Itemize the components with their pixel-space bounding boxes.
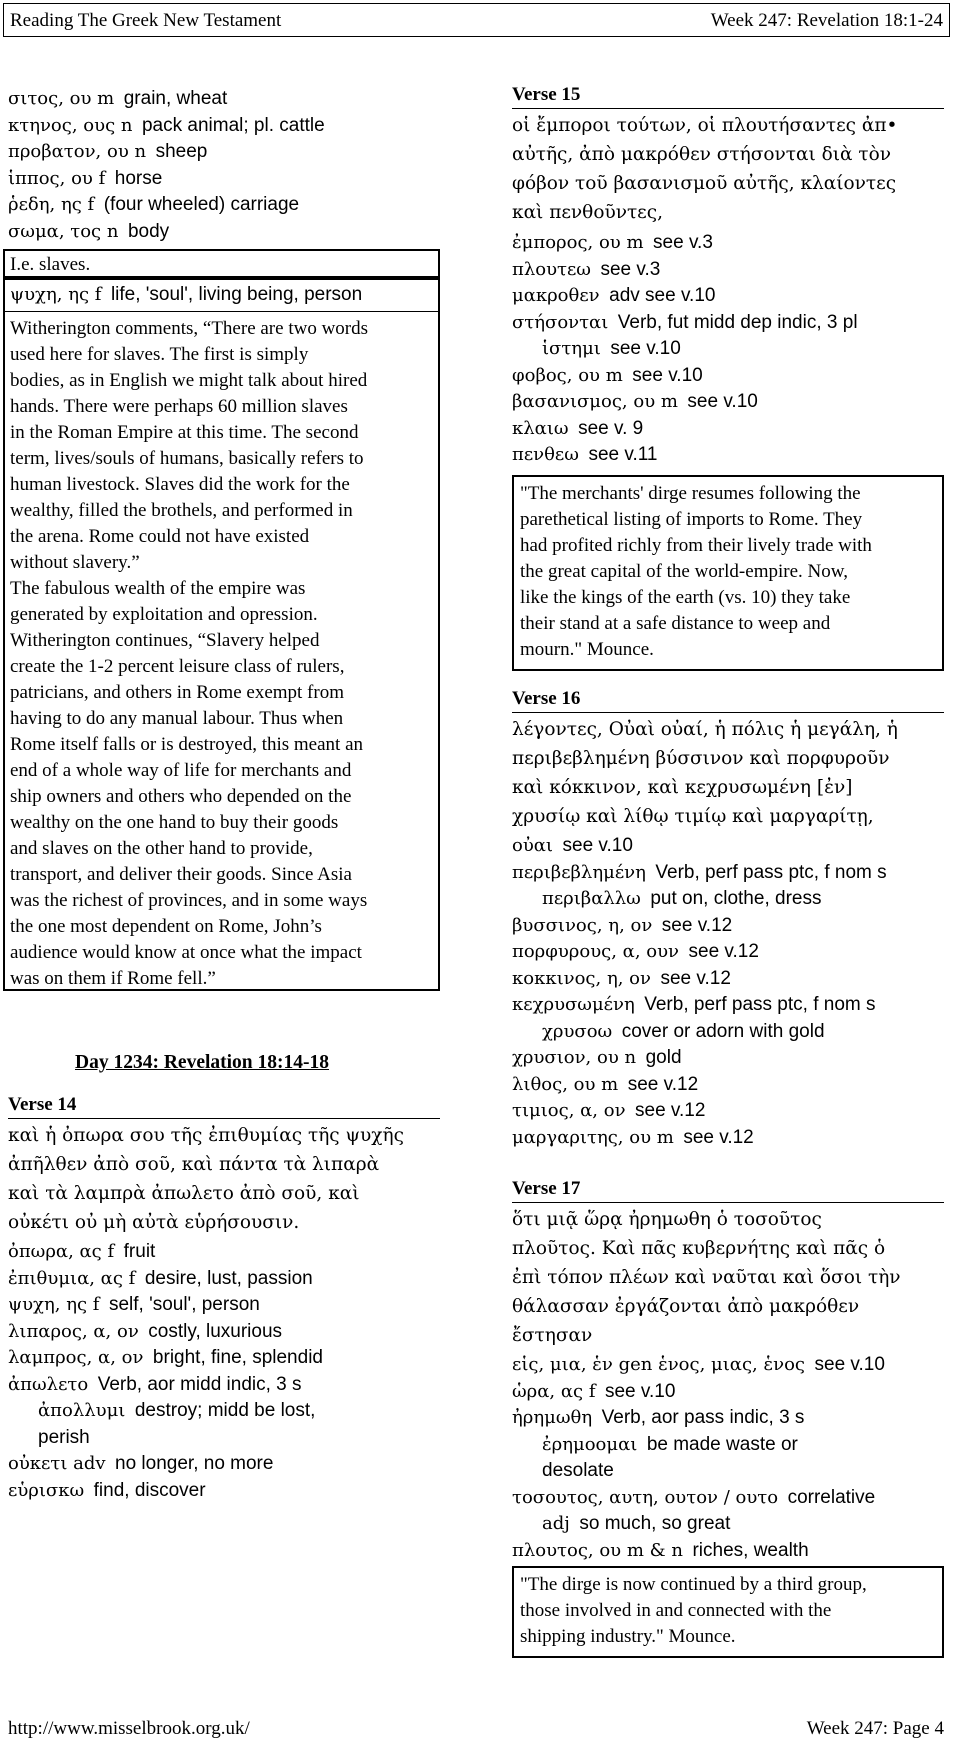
- vocab-gloss: bright, fine, splendid: [152, 1347, 323, 1368]
- vocab-gloss: see v. 9: [578, 417, 644, 439]
- vocab-greek: ἀπολλυμι: [38, 1400, 126, 1421]
- greek-line: οἱ ἔμποροι τούτων, οἱ πλουτήσαντες ἀπ•: [512, 115, 898, 136]
- comment-line: and slaves on the other hand to provide,: [10, 837, 313, 859]
- vocab-gloss: perish: [38, 1426, 90, 1448]
- vocab-entry: [512, 336, 944, 363]
- vocab-entry: [512, 966, 944, 993]
- vocab-greek: πλουτος, ου m & n: [512, 1539, 683, 1561]
- vocab-greek: πενθεω: [512, 444, 579, 465]
- vocab-gloss: Verb, aor pass indic, 3 s: [601, 1407, 805, 1428]
- left-column: [8, 86, 438, 245]
- greek-line: θάλασσαν ἐργάζονται ἀπὸ μακρόθεν: [512, 1296, 860, 1317]
- verse-14-heading: Verse 14: [8, 1094, 77, 1115]
- vocab-gloss: correlative: [787, 1486, 876, 1508]
- footer-page: Week 247: Page 4: [806, 1718, 944, 1739]
- vocab-gloss: see v.12: [688, 941, 759, 962]
- vocab-gloss: Verb, perf pass ptc, f nom s: [644, 994, 876, 1015]
- vocab-entry: [512, 1072, 944, 1099]
- vocab-entry: [512, 310, 944, 337]
- greek-line: καὶ κόκκινον, καὶ κεχρυσωμένη [ἐν]: [512, 777, 853, 798]
- witherington-comment-box: [3, 278, 440, 991]
- comment-line: without slavery.”: [10, 551, 140, 573]
- day-heading: Day 1234: Revelation 18:14-18: [75, 1052, 330, 1073]
- vocab-greek: σιτος, ου m: [8, 88, 115, 109]
- vocab-entry: [512, 1405, 944, 1432]
- vocab-greek: ἐμπορος, ου m: [512, 232, 644, 253]
- vocab-greek: ἠρημωθη: [512, 1407, 593, 1428]
- greek-line: καὶ ἡ ὀπωρα σου τῆς ἐπιθυμίας τῆς ψυχῆς: [8, 1125, 404, 1146]
- vocab-greek: μακροθεν: [512, 285, 600, 306]
- vocab-greek: adj: [542, 1513, 570, 1534]
- vocab-greek: λιθος, ου m: [512, 1073, 619, 1095]
- vocab-entry: [512, 886, 944, 913]
- vocab-entry: [512, 913, 944, 940]
- vocab-gloss: see v.3: [653, 232, 713, 253]
- comment-line: the one most dependent on Rome, John’s: [10, 915, 322, 937]
- verse-16-heading: Verse 16: [512, 688, 581, 709]
- vocab-entry: [512, 389, 944, 416]
- comment-line: having to do any manual labour. Thus when: [10, 707, 344, 729]
- vocab-greek: οὐαι: [512, 835, 553, 856]
- vocab-entry: [8, 1292, 440, 1319]
- vocab-greek: οὐκετι adv: [8, 1453, 106, 1474]
- verse-15-vocab: [512, 230, 944, 469]
- comment-line: Witherington continues, “Slavery helped: [10, 629, 320, 651]
- vocab-gloss: riches, wealth: [692, 1539, 809, 1561]
- greek-line: ὅτι μιᾷ ὥρᾳ ἠρημωθη ὁ τοσοῦτος: [512, 1209, 822, 1230]
- greek-line: καὶ πενθοῦντες,: [512, 202, 664, 223]
- vocab-entry: [512, 1432, 944, 1459]
- vocab-entry: [512, 257, 944, 284]
- vocab-entry: [512, 1458, 944, 1485]
- vocab-gloss: gold: [645, 1047, 682, 1068]
- vocab-greek: σωμα, τος n: [8, 220, 119, 242]
- vocab-entry: [512, 992, 944, 1019]
- vocab-greek: κλαιω: [512, 417, 569, 439]
- quote-line: like the kings of the earth (vs. 10) they take: [520, 586, 851, 608]
- comment-line: audience would know at once what the impact: [10, 941, 362, 963]
- quote-line: parethetical listing of imports to Rome. They: [520, 508, 863, 530]
- quote-line: those involved in and connected with the: [520, 1600, 832, 1621]
- verse-14-vocab: [8, 1239, 440, 1504]
- vocab-gloss: pack animal; pl. cattle: [141, 114, 325, 136]
- vocab-entry: [8, 1451, 440, 1478]
- vocab-greek: ἀπωλετο: [8, 1373, 89, 1395]
- comment-line: wealthy, filled the brothels, and performed in: [10, 499, 353, 521]
- vocab-greek: πορφυρους, α, ουν: [512, 941, 680, 962]
- quote-line: shipping industry." Mounce.: [520, 1626, 736, 1647]
- comment-line: wealthy on the one hand to buy their goods: [10, 811, 339, 833]
- vocab-greek: κεχρυσωμένη: [512, 994, 635, 1015]
- greek-line: οὐκέτι οὐ μὴ αὐτὰ εὑρήσουσιν.: [8, 1212, 300, 1233]
- vocab-gloss: see v.12: [661, 914, 733, 936]
- header-title: Reading The Greek New Testament: [10, 10, 282, 31]
- verse-16-greek-text: [512, 712, 944, 831]
- vocab-entry: [512, 1538, 944, 1565]
- comment-line: hands. There were perhaps 60 million slaves: [10, 395, 348, 417]
- comment-line: term, lives/souls of humans, basically refers to: [10, 447, 364, 469]
- quote-line: "The dirge is now continued by a third group,: [520, 1574, 867, 1595]
- verse-14-greek-text: [8, 1118, 440, 1237]
- footer-url[interactable]: http://www.misselbrook.org.uk/: [8, 1718, 250, 1739]
- vocab-greek: περιβεβλημένη: [512, 861, 646, 883]
- vocab-greek: προβατον, ου n: [8, 141, 147, 162]
- comment-line: transport, and deliver their goods. Since Asia: [10, 863, 352, 885]
- vocab-greek: τοσουτος, αυτη, ουτον / ουτο: [512, 1486, 779, 1508]
- vocab-entry: [512, 283, 944, 310]
- verse-16-vocab: [512, 833, 944, 1151]
- verse-15-heading: Verse 15: [512, 84, 581, 105]
- comment-line: in the Roman Empire at this time. The second: [10, 421, 359, 443]
- vocab-list-top: [8, 86, 438, 245]
- vocab-entry: [512, 442, 944, 469]
- vocab-gloss: see v.10: [632, 364, 703, 386]
- comment-line: was on them if Rome fell.”: [10, 967, 216, 989]
- vocab-entry: [8, 1478, 440, 1505]
- vocab-gloss: destroy; midd be lost,: [134, 1400, 316, 1421]
- greek-line: ἀπῆλθεν ἀπὸ σοῦ, καὶ πάντα τὰ λιπαρὰ: [8, 1154, 380, 1175]
- comment-line: used here for slaves. The first is simply: [10, 343, 309, 365]
- vocab-gloss: so much, so great: [579, 1513, 731, 1534]
- vocab-greek: ῥεδη, ης f: [8, 194, 95, 215]
- vocab-greek: ἱππος, ου f: [8, 167, 106, 189]
- verse-17-heading: Verse 17: [512, 1178, 581, 1199]
- quote-line: had profited richly from their lively trade with: [520, 534, 872, 556]
- vocab-gloss: no longer, no more: [115, 1453, 274, 1474]
- vocab-entry: [512, 1511, 944, 1538]
- vocab-entry: [8, 113, 438, 140]
- vocab-gloss: see v.10: [687, 391, 758, 412]
- vocab-entry: [512, 833, 944, 860]
- comment-text: [5, 311, 438, 992]
- greek-line: αὐτῆς, ἀπὸ μακρόθεν στήσονται διὰ τὸν: [512, 144, 891, 165]
- mounce-quote-v17: [512, 1566, 944, 1658]
- comment-line: end of a whole way of life for merchants and: [10, 759, 352, 781]
- vocab-gloss: grain, wheat: [123, 88, 228, 109]
- vocab-gloss: see v.12: [635, 1100, 706, 1121]
- vocab-gloss: see v.12: [627, 1073, 699, 1095]
- vocab-entry: [512, 363, 944, 390]
- comment-line: bodies, as in English we might talk about hired: [10, 369, 368, 391]
- greek-line: ἔστησαν: [512, 1325, 593, 1346]
- vocab-gloss: see v.12: [683, 1126, 754, 1148]
- vocab-entry: [512, 1485, 944, 1512]
- vocab-gloss: fruit: [123, 1241, 156, 1262]
- psuche-line: ψυχη, ης f life, 'soul', living being, person: [10, 284, 363, 305]
- vocab-entry: [8, 1372, 440, 1399]
- quote-line: "The merchants' dirge resumes following the: [520, 482, 861, 504]
- vocab-greek: κοκκινος, η, ον: [512, 967, 651, 989]
- vocab-gloss: see v.3: [600, 258, 661, 280]
- vocab-greek: ὀπωρα, ας f: [8, 1241, 115, 1262]
- vocab-entry: [512, 230, 944, 257]
- vocab-gloss: Verb, fut midd dep indic, 3 pl: [617, 311, 858, 333]
- vocab-entry: [8, 1239, 440, 1266]
- verse-14-section: [8, 1092, 440, 1504]
- greek-line: φόβον τοῦ βασανισμοῦ αὐτῆς, κλαίοντες: [512, 173, 897, 194]
- vocab-greek: κτηνος, ους n: [8, 114, 133, 136]
- vocab-greek: βυσσινος, η, ον: [512, 914, 653, 936]
- vocab-greek: ψυχη, ης f: [8, 1294, 100, 1315]
- vocab-gloss: adv see v.10: [609, 285, 716, 306]
- quote-line: their stand at a safe distance to weep and: [520, 612, 831, 634]
- vocab-entry: [512, 1379, 944, 1406]
- slaves-note-box: [3, 249, 440, 278]
- comment-line: ship owners and others who depended on the: [10, 785, 352, 807]
- header-week: Week 247: Revelation 18:1-24: [710, 10, 943, 31]
- vocab-gloss: sheep: [155, 141, 208, 162]
- vocab-gloss: see v.10: [604, 1380, 676, 1402]
- vocab-entry: [8, 1425, 440, 1452]
- comment-line: create the 1-2 percent leisure class of rulers,: [10, 655, 345, 677]
- vocab-greek: βασανισμος, ου m: [512, 391, 678, 412]
- comment-line: generated by exploitation and opression.: [10, 603, 318, 625]
- verse-17-greek-text: [512, 1202, 944, 1350]
- vocab-gloss: find, discover: [93, 1479, 206, 1501]
- vocab-greek: ὡρα, ας f: [512, 1380, 596, 1402]
- vocab-greek: ἱστημι: [542, 338, 601, 359]
- vocab-entry: [512, 1019, 944, 1046]
- vocab-gloss: desire, lust, passion: [144, 1267, 313, 1289]
- greek-line: λέγοντες, Οὐαὶ οὐαί, ἡ πόλις ἡ μεγάλη, ἡ: [512, 719, 898, 740]
- verse-16-section: [512, 686, 944, 1151]
- vocab-greek: χρυσοω: [542, 1020, 613, 1042]
- vocab-greek: λιπαρος, α, ον: [8, 1320, 139, 1342]
- vocab-gloss: see v.12: [660, 967, 731, 989]
- vocab-gloss: costly, luxurious: [148, 1320, 283, 1342]
- vocab-gloss: Verb, aor midd indic, 3 s: [97, 1373, 302, 1395]
- slaves-note: I.e. slaves.: [10, 254, 91, 275]
- verse-17-section: [512, 1176, 944, 1658]
- vocab-entry: [8, 86, 438, 113]
- vocab-entry: [512, 939, 944, 966]
- vocab-gloss: Verb, perf pass ptc, f nom s: [655, 861, 887, 883]
- verse-15-greek-text: [512, 108, 944, 227]
- vocab-entry: [512, 1045, 944, 1072]
- vocab-greek: τιμιος, α, ον: [512, 1100, 626, 1121]
- vocab-gloss: horse: [114, 167, 163, 189]
- vocab-entry: [8, 1398, 440, 1425]
- vocab-entry: [8, 1319, 440, 1346]
- page-header: [3, 3, 950, 37]
- comment-line: patricians, and others in Rome exempt from: [10, 681, 344, 703]
- comment-line: human livestock. Slaves did the work for the: [10, 473, 350, 495]
- vocab-gloss: put on, clothe, dress: [650, 888, 822, 909]
- vocab-entry: [512, 1098, 944, 1125]
- vocab-gloss: see v.10: [610, 338, 681, 359]
- vocab-gloss: self, 'soul', person: [108, 1294, 260, 1315]
- vocab-greek: φοβος, ου m: [512, 364, 623, 386]
- vocab-greek: περιβαλλω: [542, 888, 641, 909]
- vocab-entry: [512, 1125, 944, 1152]
- vocab-entry: [8, 1345, 440, 1372]
- vocab-entry: [512, 860, 944, 887]
- comment-line: the arena. Rome could not have existed: [10, 525, 310, 547]
- vocab-gloss: body: [127, 220, 170, 242]
- comment-line: was the richest of provinces, and in some ways: [10, 889, 368, 911]
- comment-line: Witherington comments, “There are two words: [10, 317, 369, 339]
- vocab-gloss: see v.10: [562, 835, 633, 856]
- vocab-greek: εὑρισκω: [8, 1479, 85, 1501]
- vocab-entry: [512, 416, 944, 443]
- greek-line: ἐπὶ τόπον πλέων καὶ ναῦται καὶ ὅσοι τὴν: [512, 1267, 901, 1288]
- verse-17-vocab: [512, 1352, 944, 1564]
- vocab-gloss: cover or adorn with gold: [621, 1020, 825, 1042]
- vocab-greek: ἐρημοομαι: [542, 1433, 638, 1455]
- vocab-greek: εἱς, μια, ἑν gen ἑνος, μιας, ἑνος: [512, 1354, 805, 1375]
- vocab-entry: [512, 1352, 944, 1379]
- vocab-gloss: be made waste or: [646, 1433, 798, 1455]
- vocab-greek: ἐπιθυμια, ας f: [8, 1267, 136, 1289]
- vocab-gloss: (four wheeled) carriage: [103, 194, 300, 215]
- quote-line: the great capital of the world-empire. Now,: [520, 560, 848, 582]
- greek-line: καὶ τὰ λαμπρὰ ἀπωλετο ἀπὸ σοῦ, καὶ: [8, 1183, 360, 1204]
- vocab-gloss: see v.10: [814, 1354, 885, 1375]
- vocab-entry: [8, 166, 438, 193]
- vocab-entry: [8, 192, 438, 219]
- vocab-entry: [8, 219, 438, 246]
- vocab-gloss: desolate: [542, 1460, 614, 1481]
- vocab-entry: [8, 139, 438, 166]
- comment-line: The fabulous wealth of the empire was: [10, 577, 306, 599]
- mounce-quote-v15: [512, 475, 944, 671]
- vocab-greek: χρυσιον, ου n: [512, 1047, 637, 1068]
- quote-line: mourn." Mounce.: [520, 638, 654, 660]
- vocab-entry: [8, 1266, 440, 1293]
- greek-line: πλοῦτος. Καὶ πᾶς κυβερνήτης καὶ πᾶς ὁ: [512, 1238, 886, 1259]
- comment-line: Rome itself falls or is destroyed, this meant an: [10, 733, 364, 755]
- greek-line: περιβεβλημένη βύσσινον καὶ πορφυροῦν: [512, 748, 890, 769]
- vocab-greek: στήσονται: [512, 311, 609, 333]
- vocab-gloss: see v.11: [588, 444, 658, 465]
- vocab-greek: λαμπρος, α, ον: [8, 1347, 144, 1368]
- greek-line: χρυσίῳ καὶ λίθῳ τιμίῳ καὶ μαργαρίτῃ,: [512, 806, 874, 827]
- vocab-greek: μαργαριτης, ου m: [512, 1126, 674, 1148]
- vocab-greek: πλουτεω: [512, 258, 591, 280]
- verse-15-section: [512, 82, 944, 671]
